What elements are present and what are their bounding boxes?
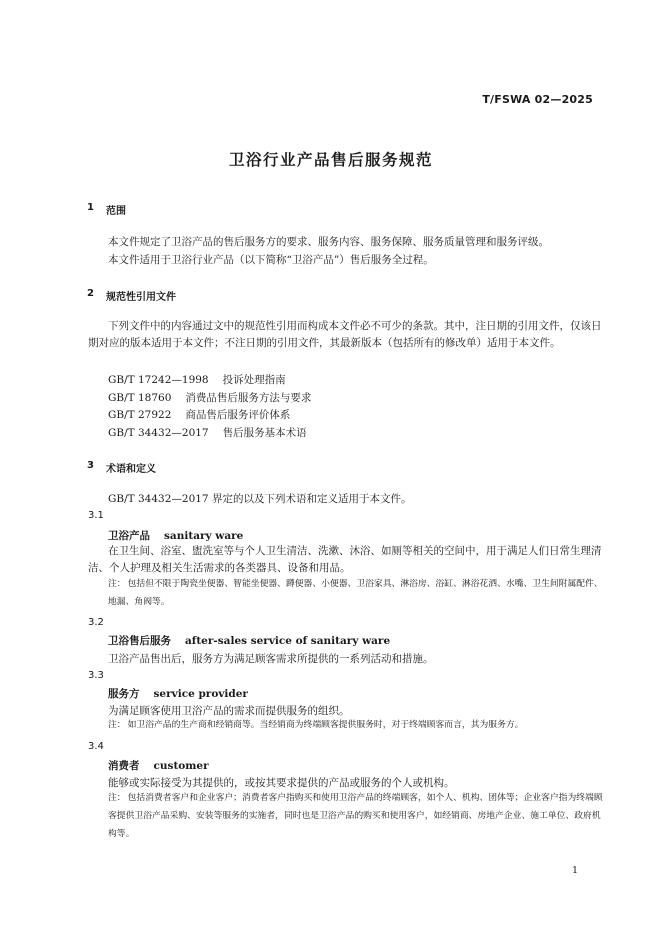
term-english: customer: [153, 760, 209, 772]
term-note: [108, 789, 608, 843]
reference-title: 消费品售后服务方法与要求: [185, 392, 312, 404]
reference-title: 商品售后服务评价体系: [185, 409, 291, 421]
reference-code: GB/T 34432—2017: [108, 427, 209, 439]
note-text: 如卫浴产品的生产商和经销商等。当经销商为终端顾客提供服务时，对于终端顾客而言，其为服务方。: [127, 720, 524, 730]
reference-item: [108, 425, 307, 440]
term-note: [108, 575, 608, 611]
note-text: 包括但不限于陶瓷坐便器、智能坐便器、蹲便器、小便器、卫浴家具、淋浴房、浴缸、淋浴花洒、水嘴、卫生间附属配件、地漏、角阀等。: [108, 579, 603, 607]
term-heading: [108, 758, 209, 773]
term-english: after-sales service of sanitary ware: [185, 635, 391, 647]
term-number: 3.4: [88, 741, 104, 752]
scope-paragraph-2: 本文件适用于卫浴行业产品（以下简称“卫浴产品”）售后服务全过程。: [108, 254, 434, 266]
reference-item: [108, 390, 311, 405]
reference-title: 售后服务基本术语: [222, 427, 307, 439]
standard-code: T/FSWA 02—2025: [482, 93, 593, 106]
scope-paragraph-1: 本文件规定了卫浴产品的售后服务方的要求、服务内容、服务保障、服务质量管理和服务评级。: [108, 236, 549, 248]
term-heading: [108, 633, 390, 648]
term-chinese: 卫浴产品: [108, 530, 150, 542]
term-definition: 能够或实际接受为其提供的，或按其要求提供的产品或服务的个人或机构。: [108, 777, 455, 789]
section-3-title: 术语和定义: [106, 464, 156, 475]
term-chinese: 服务方: [108, 688, 140, 700]
term-definition: 为满足顾客使用卫浴产品的需求而提供服务的组织。: [108, 705, 350, 717]
note-text: 包括消费者客户和企业客户；消费者客户指购买和使用卫浴产品的终端顾客，如个人、机构、团体等；企业客户指为终端顾客提供卫浴产品采购、安装等服务的实施者，同时也是卫浴产品的购买和使用客户，如经销商、房地产企业、施工单位、政府机构等。: [108, 793, 603, 839]
reference-code: GB/T 17242—1998: [108, 374, 209, 386]
term-number: 3.2: [88, 617, 104, 628]
note-label: 注：: [108, 720, 126, 730]
section-2-title: 规范性引用文件: [106, 292, 176, 303]
term-chinese: 消费者: [108, 760, 140, 772]
reference-code: GB/T 18760: [108, 392, 172, 404]
term-definition: 卫浴产品售出后，服务方为满足顾客需求所提供的一系列活动和措施。: [108, 653, 434, 665]
term-english: service provider: [153, 688, 248, 700]
reference-item: [108, 372, 286, 387]
reference-code: GB/T 27922: [108, 409, 172, 421]
term-note: [108, 716, 608, 734]
note-label: 注：: [108, 793, 126, 803]
term-heading: [108, 686, 248, 701]
section-1-number: 1: [87, 202, 94, 213]
term-definition: 在卫生间、浴室、盥洗室等与个人卫生清洁、洗漱、沐浴、如厕等相关的空间中，用于满足人们日常生理清洁、个人护理及相关生活需求的各类器具、设备和用品。: [88, 545, 602, 574]
term-heading: [108, 528, 243, 543]
term-english: sanitary ware: [164, 530, 244, 542]
term-number: 3.1: [88, 510, 104, 521]
normative-intro: 下列文件中的内容通过文中的规范性引用而构成本文件必不可少的条款。其中，注日期的引用文件，仅该日期对应的版本适用于本文件；不注日期的引用文件，其最新版本（包括所有的修改单）适用于本文件。: [88, 320, 602, 349]
page-number: 1: [571, 865, 578, 876]
term-number: 3.3: [88, 670, 104, 681]
section-2-number: 2: [87, 288, 94, 299]
term-chinese: 卫浴售后服务: [108, 635, 171, 647]
reference-item: [108, 407, 290, 422]
section-1-title: 范围: [106, 206, 126, 217]
terms-intro: GB/T 34432—2017 界定的以及下列术语和定义适用于本文件。: [108, 493, 412, 505]
note-label: 注：: [108, 579, 126, 589]
reference-title: 投诉处理指南: [222, 374, 286, 386]
section-3-number: 3: [87, 460, 94, 471]
document-title: 卫浴行业产品售后服务规范: [228, 151, 433, 169]
